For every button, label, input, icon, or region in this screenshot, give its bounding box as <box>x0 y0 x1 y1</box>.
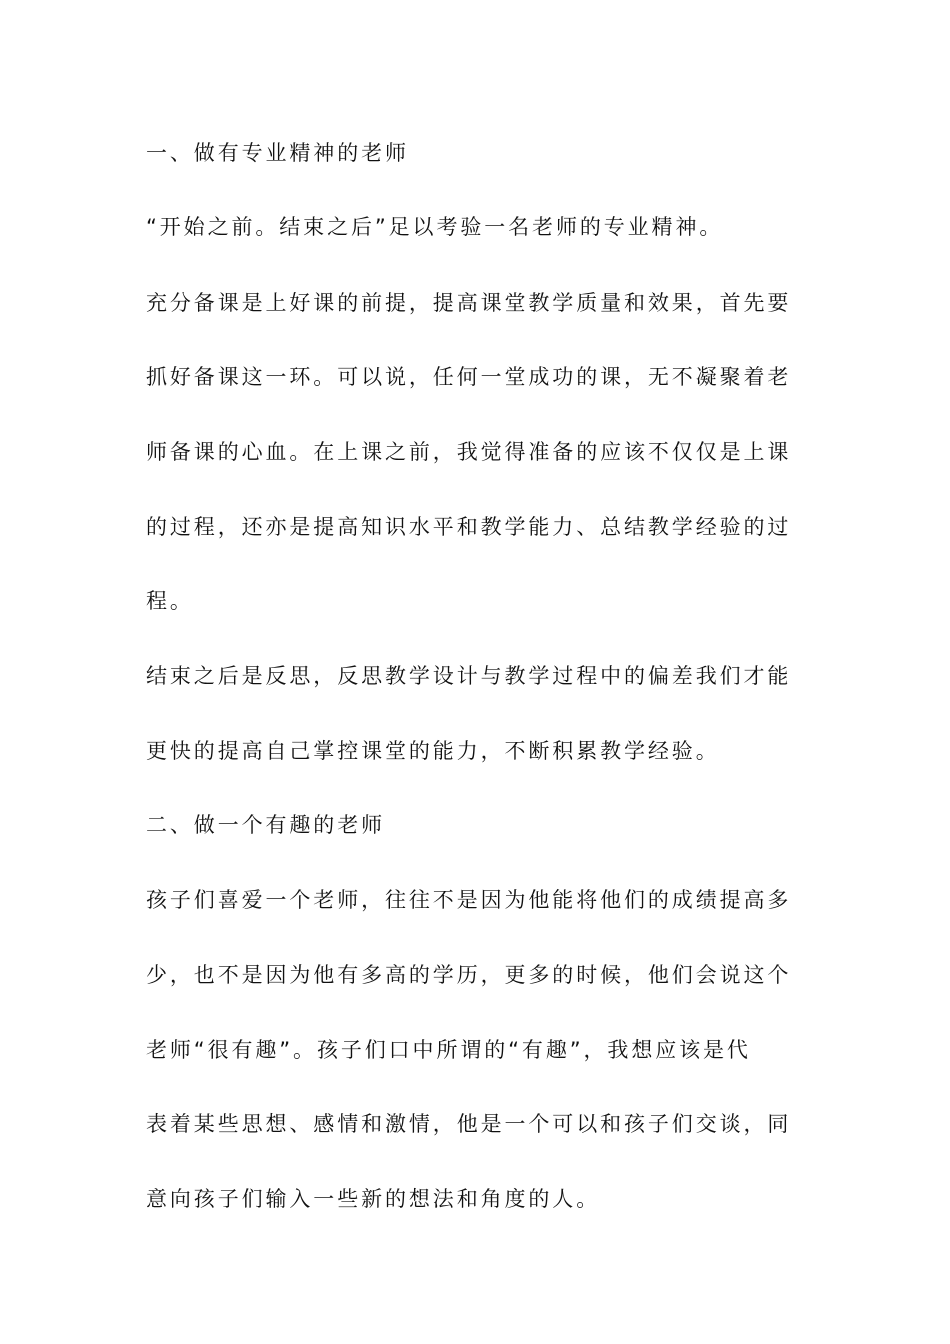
paragraph-line: 结束之后是反思，反思教学设计与教学过程中的偏差我们才能 <box>146 664 792 688</box>
paragraph-line: 抓好备课这一环。可以说，任何一堂成功的课，无不凝聚着老 <box>146 365 792 389</box>
paragraph-line: 孩子们喜爱一个老师，往往不是因为他能将他们的成绩提高多 <box>146 888 792 912</box>
paragraph-line: 表着某些思想、感情和激情，他是一个可以和孩子们交谈，同 <box>146 1112 792 1136</box>
paragraph-line: 程。 <box>146 589 194 613</box>
paragraph-line: 师备课的心血。在上课之前，我觉得准备的应该不仅仅是上课 <box>146 440 792 464</box>
paragraph-line: 少，也不是因为他有多高的学历，更多的时候，他们会说这个 <box>146 963 792 987</box>
paragraph-line: 意向孩子们输入一些新的想法和角度的人。 <box>146 1187 601 1211</box>
paragraph-line: 老师“很有趣”。孩子们口中所谓的“有趣”，我想应该是代 <box>146 1038 751 1062</box>
paragraph-line: 充分备课是上好课的前提，提高课堂教学质量和效果，首先要 <box>146 291 792 315</box>
paragraph-line: 更快的提高自己掌控课堂的能力，不断积累教学经验。 <box>146 739 720 763</box>
paragraph-line: “开始之前。结束之后”足以考验一名老师的专业精神。 <box>146 215 724 239</box>
section-heading-1: 一、做有专业精神的老师 <box>146 141 409 165</box>
section-heading-2: 二、做一个有趣的老师 <box>146 813 385 837</box>
paragraph-line: 的过程，还亦是提高知识水平和教学能力、总结教学经验的过 <box>146 515 792 539</box>
